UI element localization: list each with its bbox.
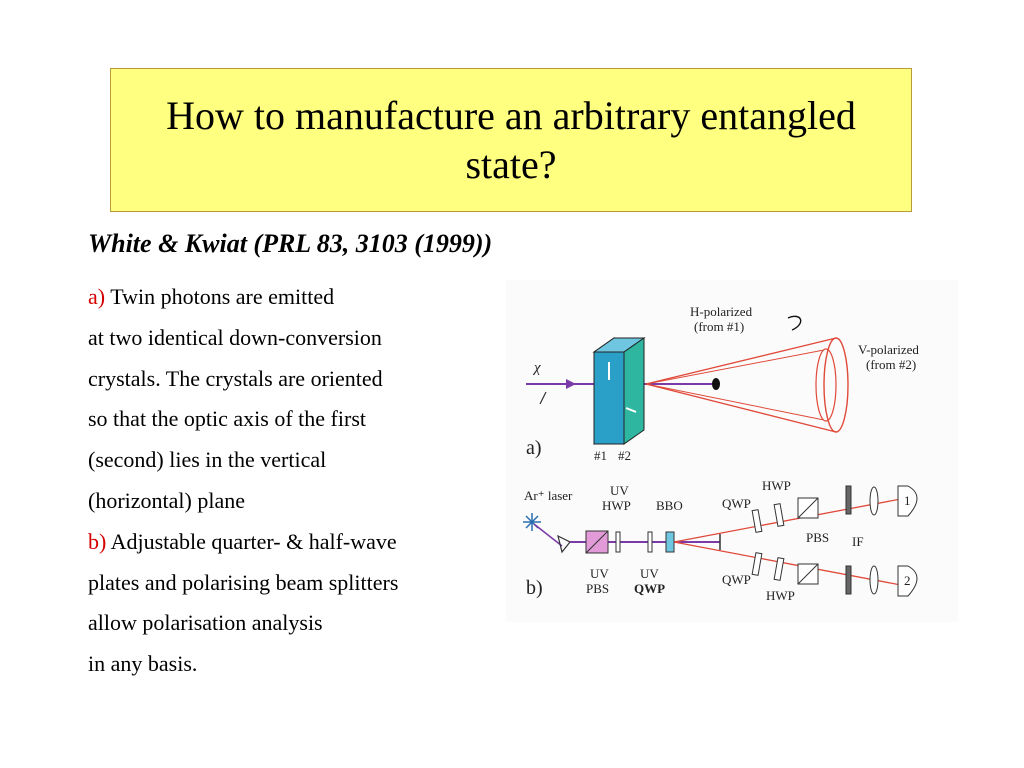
lens-bottom: [870, 566, 878, 594]
panel-a-label: a): [526, 437, 542, 459]
line-text: (second) lies in the vertical: [88, 447, 327, 473]
text-line: [88, 399, 398, 440]
text-line: [88, 359, 398, 400]
pump-symbol: χ: [534, 360, 541, 376]
prism-icon: [558, 536, 570, 552]
line-text: at two identical down-conversion: [88, 324, 382, 350]
laser-path: [534, 524, 562, 546]
crystal-2: [624, 338, 644, 444]
qwp-top: [752, 510, 762, 533]
line-text: crystals. The crystals are oriented: [88, 365, 383, 391]
if-label: IF: [852, 534, 864, 549]
crystal-1-label: #1: [594, 448, 607, 463]
v-from-label: (from #2): [866, 357, 917, 372]
hwp-top-label: HWP: [762, 478, 791, 493]
uv-pbs-label-1: UV: [590, 566, 609, 581]
line-text: Adjustable quarter- & half-wave: [106, 528, 397, 554]
h-pointer-icon: [788, 316, 801, 330]
line-text: (horizontal) plane: [88, 487, 245, 513]
line-text: Twin photons are emitted: [105, 284, 335, 309]
uv-hwp-label-2: HWP: [602, 498, 631, 513]
v-polarized-label: V-polarized: [858, 342, 919, 357]
list-marker: b): [88, 528, 107, 554]
text-line: [88, 522, 398, 563]
cone-inner-bottom: [646, 384, 824, 420]
text-line: [88, 563, 398, 604]
uv-pbs-label-2: PBS: [586, 581, 610, 596]
cone-bottom-edge: [646, 384, 836, 432]
lens-top: [870, 487, 878, 515]
uv-qwp-label-1: UV: [640, 566, 659, 581]
pump-pol-icon: [540, 392, 546, 404]
uv-hwp-label-1: UV: [610, 483, 629, 498]
qwp-top-label: QWP: [722, 496, 751, 511]
cone-inner-top: [646, 350, 824, 384]
if-bottom: [846, 566, 851, 594]
qwp-bottom-label: QWP: [722, 572, 751, 587]
uv-hwp-component: [616, 532, 620, 552]
text-line: [88, 440, 398, 481]
beam-stop: [712, 378, 720, 390]
bbo-crystal: [666, 532, 674, 552]
text-line: [88, 481, 398, 522]
uv-qwp-component: [648, 532, 652, 552]
line-text: in any basis.: [88, 651, 198, 677]
text-line: [88, 644, 398, 685]
hwp-bottom-label: HWP: [766, 588, 795, 603]
pump-arrow-icon: [566, 379, 576, 389]
detector-1-label: 1: [904, 493, 911, 508]
bbo-label: BBO: [656, 498, 683, 513]
list-marker: a): [88, 284, 106, 309]
h-from-label: (from #1): [694, 319, 745, 334]
h-polarized-label: H-polarized: [690, 304, 753, 319]
line-text: plates and polarising beam splitters: [88, 569, 399, 595]
setup-diagram: [506, 280, 958, 622]
text-line: [88, 318, 398, 359]
slide-title: How to manufacture an arbitrary entangled state?: [166, 93, 856, 187]
pbs-label: PBS: [806, 530, 830, 545]
panel-b: [523, 478, 917, 603]
line-text: so that the optic axis of the first: [88, 406, 366, 432]
uv-qwp-label-2: QWP: [634, 581, 666, 596]
panel-a: [526, 304, 919, 463]
text-line: [88, 277, 398, 318]
title-box: [110, 68, 912, 212]
line-text: allow polarisation analysis: [88, 610, 323, 636]
body-text: [88, 277, 398, 685]
text-line: [88, 603, 398, 644]
ar-laser-label: Ar⁺ laser: [524, 488, 573, 503]
detector-2-label: 2: [904, 573, 911, 588]
experiment-figure: [506, 280, 958, 622]
crystal-2-label: #2: [618, 448, 631, 463]
cone-top-edge: [646, 338, 836, 384]
citation: White & Kwiat (PRL 83, 3103 (1999)): [88, 229, 493, 258]
if-top: [846, 486, 851, 514]
panel-b-label: b): [526, 577, 543, 599]
qwp-bottom: [752, 553, 762, 576]
